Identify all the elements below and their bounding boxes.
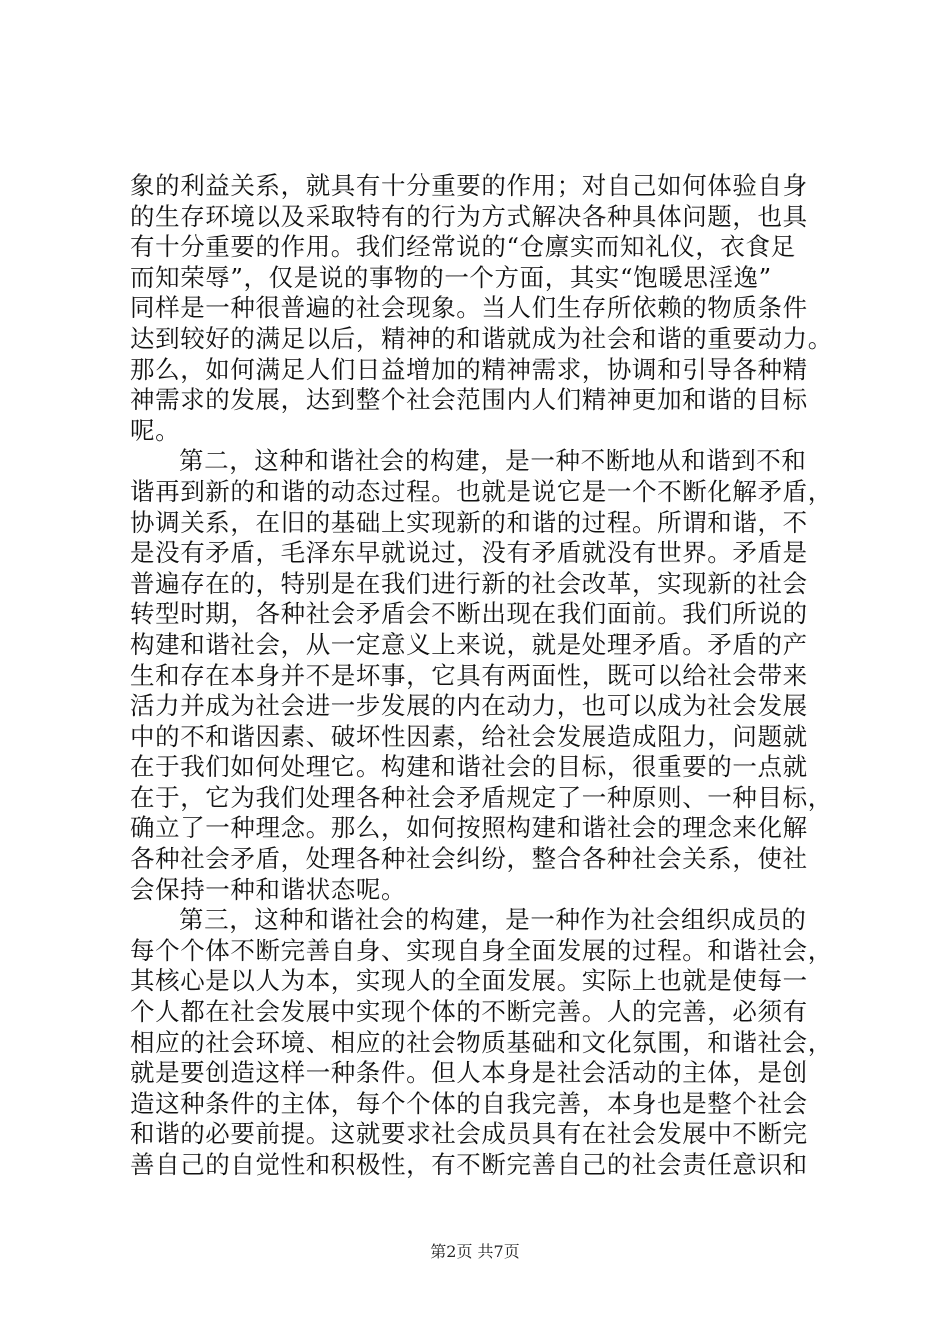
text-line: 中的不和谐因素、破坏性因素，给社会发展造成阻力，问题就	[130, 721, 808, 751]
text-line: 同样是一种很普遍的社会现象。当人们生存所依赖的物质条件	[130, 293, 808, 323]
text-line: 是没有矛盾，毛泽东早就说过，没有矛盾就没有世界。矛盾是	[130, 538, 808, 568]
text-line: 造这种条件的主体，每个个体的自我完善，本身也是整个社会	[130, 1088, 808, 1118]
text-line: 象的利益关系，就具有十分重要的作用；对自己如何体验自身	[130, 171, 808, 200]
text-line: 普遍存在的，特别是在我们进行新的社会改革，实现新的社会	[130, 568, 808, 598]
text-line: 确立了一种理念。那么，如何按照构建和谐社会的理念来化解	[130, 813, 808, 843]
text-line: 各种社会矛盾，处理各种社会纠纷，整合各种社会关系，使社	[130, 844, 808, 874]
text-line: 协调关系，在旧的基础上实现新的和谐的过程。所谓和谐，不	[130, 507, 808, 537]
text-line: 第二，这种和谐社会的构建，是一种不断地从和谐到不和	[179, 446, 807, 476]
text-line: 相应的社会环境、相应的社会物质基础和文化氛围，和谐社会，	[130, 1027, 833, 1057]
text-line: 谐再到新的和谐的动态过程。也就是说它是一个不断化解矛盾，	[130, 476, 833, 506]
text-line: 个人都在社会发展中实现个体的不断完善。人的完善，必须有	[130, 997, 808, 1027]
text-line: 转型时期，各种社会矛盾会不断出现在我们面前。我们所说的	[130, 599, 808, 629]
text-line: 那么，如何满足人们日益增加的精神需求，协调和引导各种精	[130, 354, 808, 384]
text-line: 第三，这种和谐社会的构建，是一种作为社会组织成员的	[179, 905, 807, 935]
text-line: 有十分重要的作用。我们经常说的“仓廪实而知礼仪，衣食足	[130, 232, 796, 262]
paragraph	[130, 905, 833, 1180]
text-line: 生和存在本身并不是坏事，它具有两面性，既可以给社会带来	[130, 660, 808, 690]
text-line: 每个个体不断完善自身、实现自身全面发展的过程。和谐社会，	[130, 935, 833, 965]
text-line: 善自己的自觉性和积极性，有不断完善自己的社会责任意识和	[130, 1150, 808, 1179]
text-line: 达到较好的满足以后，精神的和谐就成为社会和谐的重要动力。	[130, 323, 833, 353]
text-line: 在于我们如何处理它。构建和谐社会的目标，很重要的一点就	[130, 752, 808, 782]
text-line: 的生存环境以及采取特有的行为方式解决各种具体问题，也具	[130, 201, 808, 231]
text-line: 在于，它为我们处理各种社会矛盾规定了一种原则、一种目标，	[130, 782, 833, 812]
text-line: 神需求的发展，达到整个社会范围内人们精神更加和谐的目标	[130, 385, 808, 415]
text-line: 活力并成为社会进一步发展的内在动力，也可以成为社会发展	[130, 691, 808, 721]
text-line: 呢。	[130, 415, 181, 445]
text-line: 构建和谐社会，从一定意义上来说，就是处理矛盾。矛盾的产	[130, 629, 808, 659]
paragraph	[130, 446, 833, 905]
text-line: 会保持一种和谐状态呢。	[130, 874, 407, 904]
text-line: 而知荣辱”，仅是说的事物的一个方面，其实“饱暖思淫逸”	[130, 262, 772, 292]
paragraph	[130, 171, 833, 446]
document-body	[130, 171, 833, 1181]
page-footer: 第2页 共7页	[430, 1242, 520, 1261]
text-line: 和谐的必要前提。这就要求社会成员具有在社会发展中不断完	[130, 1119, 808, 1149]
text-line: 就是要创造这样一种条件。但人本身是社会活动的主体，是创	[130, 1058, 808, 1088]
text-line: 其核心是以人为本，实现人的全面发展。实际上也就是使每一	[130, 966, 808, 996]
